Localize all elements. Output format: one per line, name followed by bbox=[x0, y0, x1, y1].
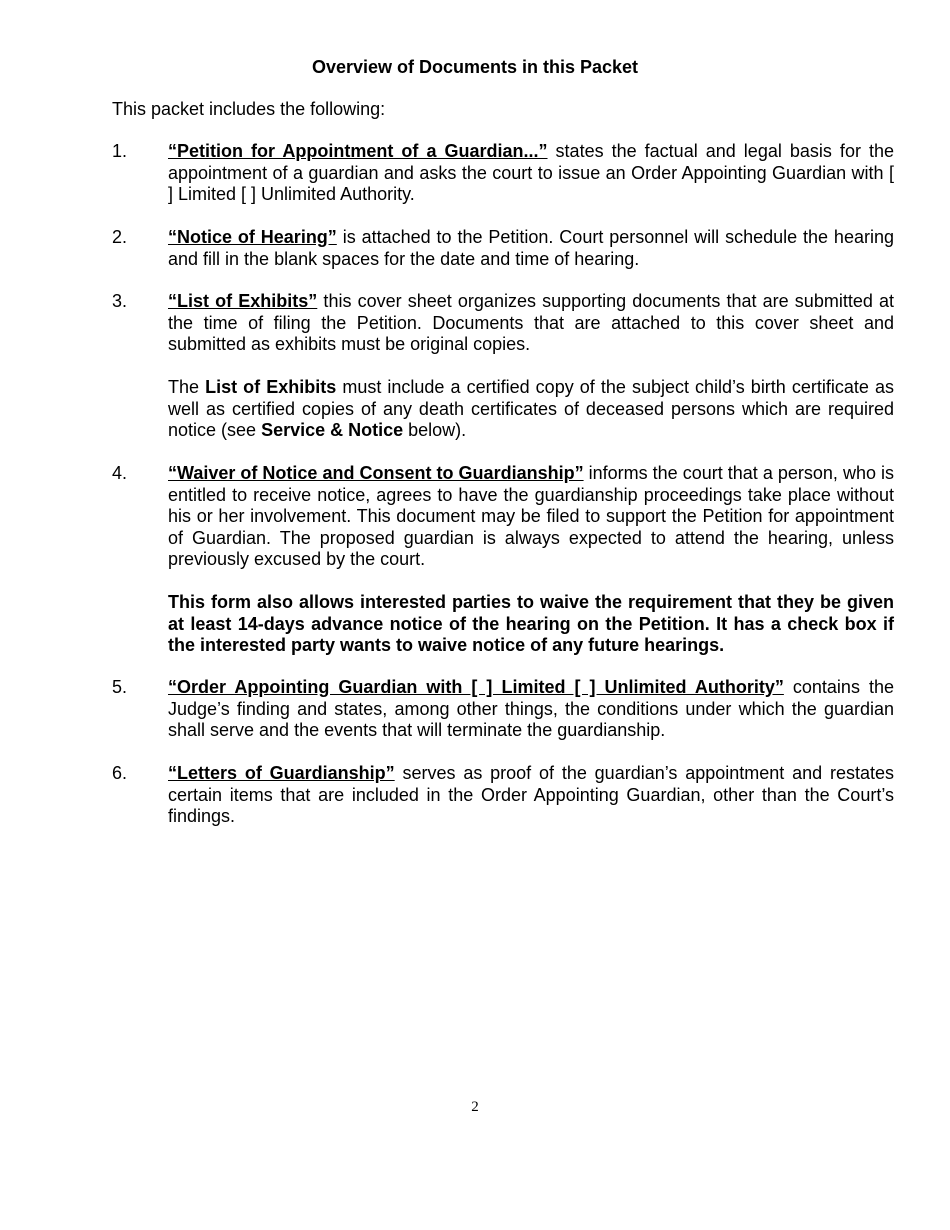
item-description: is attached to the Petition. Court personnel will schedule the hearing and fill in the blank spaces for the date and time of hearing. bbox=[168, 227, 894, 269]
item-number: 3. bbox=[112, 291, 128, 311]
document-title: “Petition for Appointment of a Guardian...” bbox=[168, 141, 548, 161]
note-emphasis: List of Exhibits bbox=[205, 377, 337, 397]
item-description: states the factual and legal basis for the appointment of a guardian and asks the court to issue an Order Appointing Guardian with [ ] Limited [ ] Unlimited Authority. bbox=[168, 141, 895, 204]
list-item-notice-of-hearing bbox=[112, 227, 894, 270]
item-description: this cover sheet organizes supporting documents that are submitted at the time of filing the Petition. Documents that are attached to this cover sheet and submitted as exhibits must be original copies. bbox=[168, 291, 895, 354]
note-emphasis: Service & Notice bbox=[261, 420, 404, 440]
document-title: “List of Exhibits” bbox=[168, 291, 318, 311]
item-bold-note: This form also allows interested parties to waive the requirement that they be given at least 14-days advance notice of the hearing on the Petition. It has a check box if the interested party wants to waive notice of any future hearings. bbox=[168, 592, 894, 655]
document-title: “Notice of Hearing” bbox=[168, 227, 337, 247]
list-item-waiver-of-notice bbox=[112, 463, 894, 657]
item-description: contains the Judge’s finding and states, among other things, the conditions under which the guardian shall serve and the events that will terminate the guardianship. bbox=[168, 677, 894, 740]
page-title: Overview of Documents in this Packet bbox=[311, 57, 639, 77]
list-item-order-appointing-guardian bbox=[112, 677, 894, 742]
list-item-letters-of-guardianship bbox=[112, 763, 894, 828]
item-description: serves as proof of the guardian’s appointment and restates certain items that are included in the Order Appointing Guardian, other than the Court’s findings. bbox=[168, 763, 894, 826]
item-description: informs the court that a person, who is entitled to receive notice, agrees to have the guardianship proceedings take place without his or her involvement. This document may be filed to support the Petition for appointment of Guardian. The proposed guardian is always expected to attend the hearing, unless previously excused by the court. bbox=[168, 463, 894, 569]
note-text: below). bbox=[403, 420, 467, 440]
document-title: “Waiver of Notice and Consent to Guardianship” bbox=[168, 463, 584, 483]
item-number: 4. bbox=[112, 463, 128, 483]
item-number: 1. bbox=[112, 141, 128, 161]
document-title: “Order Appointing Guardian with [ ] Limited [ ] Unlimited Authority” bbox=[168, 677, 784, 697]
note-text: The bbox=[168, 377, 206, 397]
document-title: “Letters of Guardianship” bbox=[168, 763, 395, 783]
page-number: 2 bbox=[471, 1099, 479, 1115]
list-item-petition bbox=[112, 141, 894, 206]
item-number: 6. bbox=[112, 763, 128, 783]
item-number: 5. bbox=[112, 677, 128, 697]
intro-text: This packet includes the following: bbox=[112, 99, 386, 119]
note-text: must include a certified copy of the subject child’s birth certificate as well as certified copies of any death certificates of deceased persons which are required notice (see bbox=[168, 377, 894, 440]
list-item-list-of-exhibits bbox=[112, 291, 894, 442]
item-number: 2. bbox=[112, 227, 128, 247]
item-note bbox=[168, 377, 894, 442]
